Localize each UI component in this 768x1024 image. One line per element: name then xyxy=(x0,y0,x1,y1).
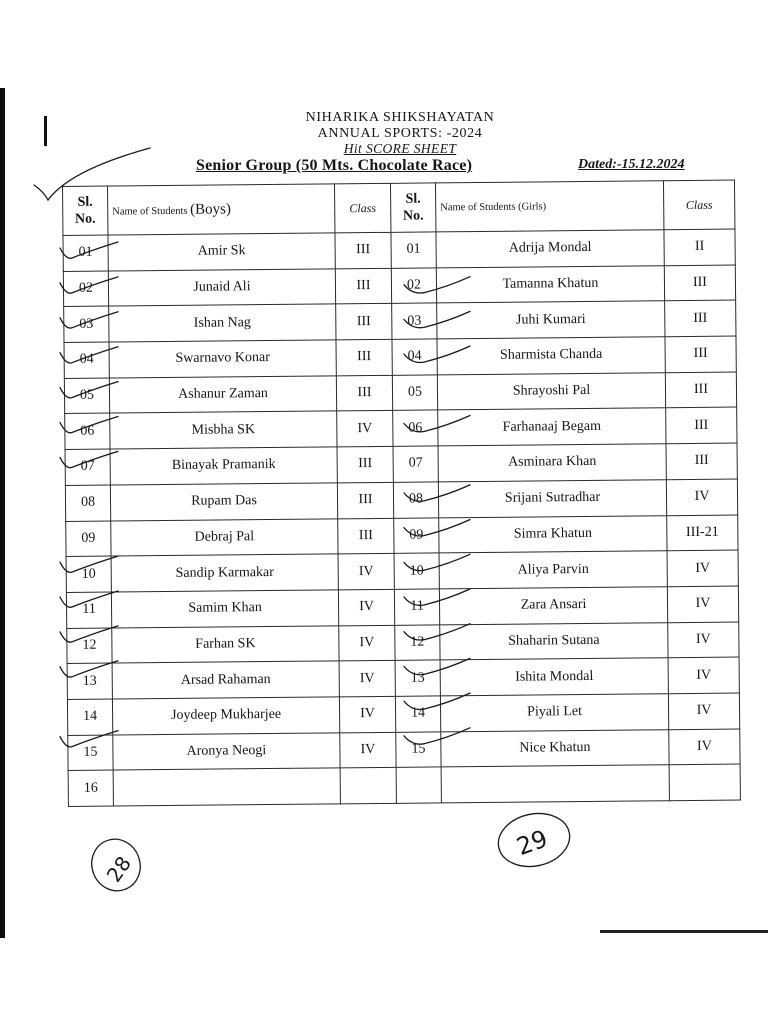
girls-class-cell: IV xyxy=(666,479,737,515)
girls-sl-cell: 01 xyxy=(391,232,436,268)
girls-name-cell: Juhi Kumari xyxy=(437,301,665,339)
boys-name-cell: Misbha SK xyxy=(110,411,337,449)
girls-name-cell: Piyali Let xyxy=(440,694,668,732)
boys-sl-cell: 12 xyxy=(67,628,112,664)
girls-sl-cell: 11 xyxy=(394,589,439,625)
no-label: No. xyxy=(74,211,96,227)
girls-name-cell: Shaharin Sutana xyxy=(440,622,668,660)
scan-border-left xyxy=(0,88,5,938)
boys-class-cell: III xyxy=(336,375,392,411)
sl-label: Sl. xyxy=(77,194,93,210)
girls-sl-cell: 06 xyxy=(393,410,438,446)
boys-class-cell: III xyxy=(337,446,393,482)
girls-class-cell: III xyxy=(666,443,737,479)
boys-class-header: Class xyxy=(334,183,390,233)
boys-sl-cell: 08 xyxy=(65,485,110,521)
girls-name-cell: Srijani Sutradhar xyxy=(438,480,666,518)
boys-sl-cell: 06 xyxy=(65,413,110,449)
boys-total-circle xyxy=(85,832,148,897)
boys-class-cell: III xyxy=(337,482,393,518)
girls-name-cell: Tamanna Khatun xyxy=(436,265,664,303)
girls-class-cell: III xyxy=(666,407,737,443)
boys-sl-cell: 09 xyxy=(66,521,111,557)
boys-sl-cell: 01 xyxy=(63,235,108,271)
girls-name-cell: Shrayoshi Pal xyxy=(437,372,665,410)
girls-class-cell: IV xyxy=(669,729,740,765)
girls-total: 29 xyxy=(512,824,552,862)
boys-name-cell: Swarnavo Konar xyxy=(109,340,336,378)
boys-sl-cell: 16 xyxy=(68,770,113,806)
boys-name-cell: Samim Khan xyxy=(111,590,338,628)
name-label: Name of Students xyxy=(112,205,188,218)
girls-sl-cell: 08 xyxy=(393,482,438,518)
boys-name-header xyxy=(108,184,335,235)
school-name: NIHARIKA SHIKSHAYATAN xyxy=(305,110,495,125)
boys-name-cell xyxy=(113,768,340,806)
boys-class-cell: III xyxy=(336,304,392,340)
boys-sl-cell: 13 xyxy=(67,663,112,699)
girls-class-cell: IV xyxy=(668,622,739,658)
girls-name-cell: Zara Ansari xyxy=(439,587,667,625)
boys-class-cell: IV xyxy=(340,732,396,768)
group-title: Senior Group (50 Mts. Chocolate Race) xyxy=(196,157,473,174)
boys-sl-cell: 11 xyxy=(66,592,111,628)
girls-name-cell xyxy=(441,765,669,803)
girls-name-cell: Sharmista Chanda xyxy=(437,337,665,375)
girls-class-header: Class xyxy=(663,180,734,230)
boys-sl-cell: 07 xyxy=(65,449,110,485)
girls-sl-cell: 05 xyxy=(392,375,437,411)
boys-sl-cell: 03 xyxy=(64,306,109,342)
boys-class-cell xyxy=(340,768,396,804)
girls-class-cell: III xyxy=(664,265,735,301)
table-header-row xyxy=(63,180,735,235)
girls-sl-cell: 09 xyxy=(394,517,439,553)
score-table xyxy=(62,180,741,807)
girls-class-cell: IV xyxy=(667,550,738,586)
girls-name-cell: Nice Khatun xyxy=(441,729,669,767)
girls-class-cell: III xyxy=(665,336,736,372)
girls-class-cell: IV xyxy=(668,657,739,693)
sheet-date: Dated:-15.12.2024 xyxy=(578,157,685,172)
boys-sl-cell: 15 xyxy=(68,735,113,771)
boys-class-cell: IV xyxy=(338,554,394,590)
table-row xyxy=(68,764,740,806)
girls-sl-cell: 03 xyxy=(392,303,437,339)
girls-sl-header xyxy=(390,183,435,232)
event-name: ANNUAL SPORTS: -2024 xyxy=(317,126,483,141)
boys-class-cell: III xyxy=(335,268,391,304)
girls-sl-cell: 04 xyxy=(392,339,437,375)
sl-label: Sl. xyxy=(405,191,421,207)
girls-sl-cell: 02 xyxy=(391,268,436,304)
boys-class-cell: III xyxy=(335,232,391,268)
boys-name-cell: Rupam Das xyxy=(110,483,337,521)
boys-sl-cell: 02 xyxy=(63,271,108,307)
boys-class-cell: IV xyxy=(339,696,395,732)
boys-class-cell: III xyxy=(336,339,392,375)
boys-sl-header xyxy=(63,186,108,235)
boys-name-cell: Aronya Neogi xyxy=(113,732,340,770)
boys-sl-cell: 10 xyxy=(66,556,111,592)
girls-class-cell: II xyxy=(664,229,735,265)
girls-sl-cell: 12 xyxy=(395,624,440,660)
girls-sl-cell: 14 xyxy=(395,696,440,732)
boys-name-cell: Amir Sk xyxy=(108,233,335,271)
boys-class-cell: IV xyxy=(337,411,393,447)
boys-class-cell: IV xyxy=(339,625,395,661)
sheet-title: Hit SCORE SHEET xyxy=(343,141,457,156)
no-label: No. xyxy=(402,208,424,224)
boys-sl-cell: 14 xyxy=(67,699,112,735)
boys-name-cell: Arsad Rahaman xyxy=(112,661,339,699)
girls-name-cell: Adrija Mondal xyxy=(436,230,664,268)
girls-class-cell: IV xyxy=(667,586,738,622)
boys-name-cell: Ashanur Zaman xyxy=(109,376,336,414)
girls-name-header: Name of Students (Girls) xyxy=(435,181,663,232)
scan-border-bottom xyxy=(600,930,768,933)
girls-name-cell: Farhanaaj Begam xyxy=(438,408,666,446)
girls-name-cell: Ishita Mondal xyxy=(440,658,668,696)
girls-class-cell: III-21 xyxy=(667,515,738,551)
boys-name-cell: Sandip Karmakar xyxy=(111,554,338,592)
girls-sl-cell: 10 xyxy=(394,553,439,589)
boys-class-cell: III xyxy=(338,518,394,554)
boys-sl-cell: 04 xyxy=(64,342,109,378)
boys-name-cell: Binayak Pramanik xyxy=(110,447,337,485)
boys-name-cell: Ishan Nag xyxy=(109,304,336,342)
girls-name-cell: Aliya Parvin xyxy=(439,551,667,589)
boys-sl-cell: 05 xyxy=(64,378,109,414)
boys-name-cell: Joydeep Mukharjee xyxy=(112,697,339,735)
boys-name-cell: Junaid Ali xyxy=(108,269,335,307)
girls-class-cell: III xyxy=(665,300,736,336)
boys-class-cell: IV xyxy=(338,589,394,625)
boys-name-cell: Farhan SK xyxy=(112,625,339,663)
boys-total: 28 xyxy=(101,851,137,887)
girls-name-cell: Asminara Khan xyxy=(438,444,666,482)
girls-class-cell: IV xyxy=(668,693,739,729)
girls-sl-cell: 13 xyxy=(395,660,440,696)
boys-name-cell: Debraj Pal xyxy=(111,518,338,556)
girls-class-cell: III xyxy=(665,372,736,408)
boys-class-cell: IV xyxy=(339,661,395,697)
girls-name-cell: Simra Khatun xyxy=(439,515,667,553)
score-sheet xyxy=(62,180,740,826)
boys-label: (Boys) xyxy=(190,200,232,218)
girls-sl-cell: 15 xyxy=(396,732,441,768)
girls-sl-cell: 07 xyxy=(393,446,438,482)
girls-sl-cell xyxy=(396,767,441,803)
girls-class-cell xyxy=(669,764,740,800)
